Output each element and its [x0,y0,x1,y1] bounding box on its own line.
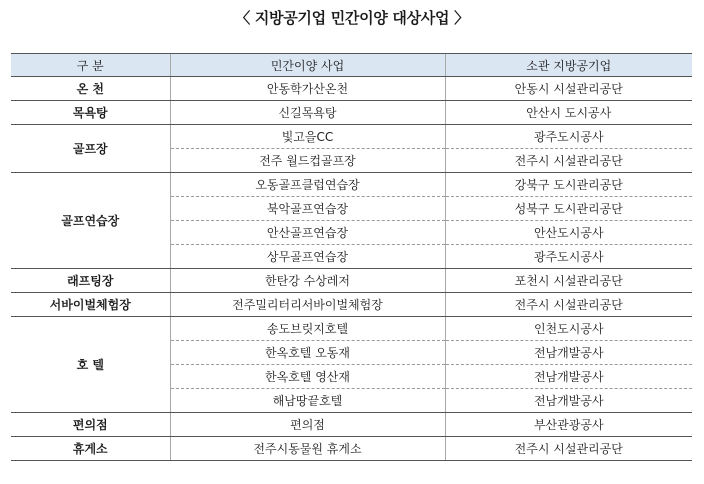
project-cell: 송도브릿지호텔 [170,317,445,341]
project-cell: 한옥호텔 영산재 [170,365,445,389]
category-cell: 래프팅장 [11,269,170,293]
table-row [11,293,692,317]
project-cell: 편의점 [170,413,445,437]
project-cell: 빛고을CC [170,125,445,149]
target-projects-table [11,53,692,461]
table-row [11,173,692,197]
agency-cell: 전주시 시설관리공단 [445,293,692,317]
table-row [11,77,692,101]
agency-cell: 안산시 도시공사 [445,101,692,125]
agency-cell: 인천도시공사 [445,317,692,341]
project-cell: 전주밀리터리서바이벌체험장 [170,293,445,317]
project-cell: 상무골프연습장 [170,245,445,269]
project-cell: 안산골프연습장 [170,221,445,245]
table-row [11,269,692,293]
table-row [11,125,692,149]
agency-cell: 안동시 시설관리공단 [445,77,692,101]
project-cell: 북악골프연습장 [170,197,445,221]
category-cell: 편의점 [11,413,170,437]
project-cell: 안동학가산온천 [170,77,445,101]
table-row [11,413,692,437]
agency-cell: 전남개발공사 [445,365,692,389]
category-cell: 호 텔 [11,317,170,413]
category-cell: 목욕탕 [11,101,170,125]
table-body [11,77,692,461]
project-cell: 전주시동물원 휴게소 [170,437,445,461]
header-category: 구 분 [11,54,170,77]
project-cell: 한탄강 수상레저 [170,269,445,293]
category-cell: 온 천 [11,77,170,101]
page-title: 〈 지방공기업 민간이양 대상사업 〉 [235,9,469,27]
category-cell: 골프장 [11,125,170,173]
table-header-row [11,54,692,77]
project-cell: 오동골프클럽연습장 [170,173,445,197]
agency-cell: 전남개발공사 [445,341,692,365]
project-cell: 신길목욕탕 [170,101,445,125]
category-cell: 휴게소 [11,437,170,461]
agency-cell: 부산관광공사 [445,413,692,437]
table-row [11,437,692,461]
project-cell: 한옥호텔 오동재 [170,341,445,365]
header-project: 민간이양 사업 [170,54,445,77]
table-row [11,101,692,125]
agency-cell: 포천시 시설관리공단 [445,269,692,293]
agency-cell: 성북구 도시관리공단 [445,197,692,221]
category-cell: 골프연습장 [11,173,170,269]
category-cell: 서바이벌체험장 [11,293,170,317]
table-row [11,317,692,341]
agency-cell: 강북구 도시관리공단 [445,173,692,197]
agency-cell: 광주도시공사 [445,125,692,149]
project-cell: 해남땅끝호텔 [170,389,445,413]
header-agency: 소관 지방공기업 [445,54,692,77]
agency-cell: 전주시 시설관리공단 [445,437,692,461]
agency-cell: 전주시 시설관리공단 [445,149,692,173]
agency-cell: 안산도시공사 [445,221,692,245]
agency-cell: 광주도시공사 [445,245,692,269]
agency-cell: 전남개발공사 [445,389,692,413]
project-cell: 전주 월드컵골프장 [170,149,445,173]
